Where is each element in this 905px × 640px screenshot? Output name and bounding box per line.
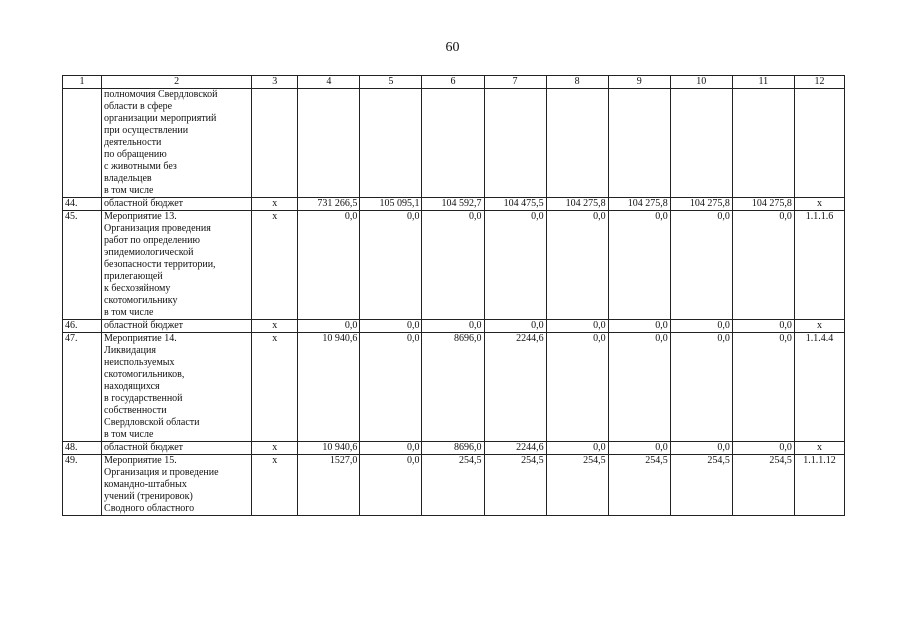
description-cell: Мероприятие 15. Организация и проведение командно-штабных учений (тренировок) Сводного областного — [102, 455, 252, 516]
value-col-9-cell: 0,0 — [608, 442, 670, 455]
table-row — [63, 320, 845, 333]
row-number-cell — [63, 89, 102, 198]
column-header: 10 — [670, 76, 732, 89]
column-3-cell: x — [252, 333, 298, 442]
value-col-10-cell: 0,0 — [670, 442, 732, 455]
column-header: 8 — [546, 76, 608, 89]
value-col-9-cell: 0,0 — [608, 333, 670, 442]
value-col-6-cell: 8696,0 — [422, 442, 484, 455]
value-col-4-cell: 10 940,6 — [298, 442, 360, 455]
target-link-cell: 1.1.1.6 — [794, 211, 844, 320]
value-col-5-cell: 0,0 — [360, 333, 422, 442]
value-col-9-cell: 0,0 — [608, 211, 670, 320]
value-col-7-cell: 254,5 — [484, 455, 546, 516]
table-body — [63, 89, 845, 516]
value-col-11-cell — [732, 89, 794, 198]
value-col-6-cell: 0,0 — [422, 211, 484, 320]
column-header: 11 — [732, 76, 794, 89]
column-header: 9 — [608, 76, 670, 89]
value-col-4-cell: 731 266,5 — [298, 198, 360, 211]
value-col-8-cell: 104 275,8 — [546, 198, 608, 211]
value-col-10-cell: 0,0 — [670, 320, 732, 333]
table-row — [63, 198, 845, 211]
target-link-cell: x — [794, 198, 844, 211]
value-col-5-cell: 0,0 — [360, 455, 422, 516]
value-col-4-cell: 0,0 — [298, 211, 360, 320]
column-3-cell: x — [252, 198, 298, 211]
description-cell: областной бюджет — [102, 442, 252, 455]
target-link-cell — [794, 89, 844, 198]
value-col-7-cell: 0,0 — [484, 320, 546, 333]
value-col-4-cell: 10 940,6 — [298, 333, 360, 442]
value-col-11-cell: 0,0 — [732, 320, 794, 333]
value-col-8-cell: 254,5 — [546, 455, 608, 516]
column-3-cell: x — [252, 320, 298, 333]
value-col-5-cell: 105 095,1 — [360, 198, 422, 211]
value-col-11-cell: 0,0 — [732, 442, 794, 455]
column-header: 4 — [298, 76, 360, 89]
value-col-10-cell: 104 275,8 — [670, 198, 732, 211]
value-col-10-cell: 0,0 — [670, 211, 732, 320]
value-col-5-cell: 0,0 — [360, 442, 422, 455]
column-3-cell: x — [252, 455, 298, 516]
value-col-4-cell — [298, 89, 360, 198]
value-col-11-cell: 104 275,8 — [732, 198, 794, 211]
page-number: 60 — [445, 40, 460, 55]
value-col-11-cell: 0,0 — [732, 211, 794, 320]
value-col-9-cell: 0,0 — [608, 320, 670, 333]
value-col-5-cell: 0,0 — [360, 320, 422, 333]
value-col-8-cell — [546, 89, 608, 198]
value-col-11-cell: 254,5 — [732, 455, 794, 516]
column-header-row — [63, 76, 845, 89]
table-row — [63, 89, 845, 198]
value-col-7-cell: 0,0 — [484, 211, 546, 320]
value-col-7-cell: 104 475,5 — [484, 198, 546, 211]
description-cell: Мероприятие 13. Организация проведения работ по определению эпидемиологической безопасности территории, прилегающей к бесхозяйному скотомогильнику в том числе — [102, 211, 252, 320]
value-col-6-cell — [422, 89, 484, 198]
value-col-10-cell: 254,5 — [670, 455, 732, 516]
target-link-cell: x — [794, 320, 844, 333]
description-cell: полномочия Свердловской области в сфере организации мероприятий при осуществлении деятельности по обращению с животными без владельцев в том числе — [102, 89, 252, 198]
value-col-7-cell: 2244,6 — [484, 333, 546, 442]
column-header: 3 — [252, 76, 298, 89]
value-col-9-cell: 254,5 — [608, 455, 670, 516]
value-col-6-cell: 254,5 — [422, 455, 484, 516]
value-col-8-cell: 0,0 — [546, 333, 608, 442]
row-number-cell: 45. — [63, 211, 102, 320]
value-col-6-cell: 0,0 — [422, 320, 484, 333]
table-row — [63, 333, 845, 442]
value-col-4-cell: 0,0 — [298, 320, 360, 333]
value-col-10-cell — [670, 89, 732, 198]
table-row — [63, 442, 845, 455]
table-row — [63, 455, 845, 516]
row-number-cell: 44. — [63, 198, 102, 211]
column-header: 5 — [360, 76, 422, 89]
column-header: 1 — [63, 76, 102, 89]
description-cell: областной бюджет — [102, 320, 252, 333]
value-col-6-cell: 8696,0 — [422, 333, 484, 442]
value-col-9-cell: 104 275,8 — [608, 198, 670, 211]
description-cell: областной бюджет — [102, 198, 252, 211]
column-3-cell — [252, 89, 298, 198]
value-col-8-cell: 0,0 — [546, 442, 608, 455]
column-3-cell: x — [252, 211, 298, 320]
value-col-5-cell: 0,0 — [360, 211, 422, 320]
value-col-7-cell: 2244,6 — [484, 442, 546, 455]
row-number-cell: 49. — [63, 455, 102, 516]
table-row — [63, 211, 845, 320]
value-col-8-cell: 0,0 — [546, 211, 608, 320]
budget-table — [62, 75, 845, 516]
description-cell: Мероприятие 14. Ликвидация неиспользуемых скотомогильников, находящихся в государственной собственности Свердловской области в том числе — [102, 333, 252, 442]
column-header: 7 — [484, 76, 546, 89]
row-number-cell: 46. — [63, 320, 102, 333]
target-link-cell: 1.1.4.4 — [794, 333, 844, 442]
value-col-6-cell: 104 592,7 — [422, 198, 484, 211]
value-col-10-cell: 0,0 — [670, 333, 732, 442]
value-col-9-cell — [608, 89, 670, 198]
target-link-cell: x — [794, 442, 844, 455]
column-3-cell: x — [252, 442, 298, 455]
column-header: 6 — [422, 76, 484, 89]
value-col-8-cell: 0,0 — [546, 320, 608, 333]
column-header: 12 — [794, 76, 844, 89]
row-number-cell: 47. — [63, 333, 102, 442]
value-col-4-cell: 1527,0 — [298, 455, 360, 516]
value-col-5-cell — [360, 89, 422, 198]
column-header: 2 — [102, 76, 252, 89]
value-col-11-cell: 0,0 — [732, 333, 794, 442]
row-number-cell: 48. — [63, 442, 102, 455]
value-col-7-cell — [484, 89, 546, 198]
target-link-cell: 1.1.1.12 — [794, 455, 844, 516]
